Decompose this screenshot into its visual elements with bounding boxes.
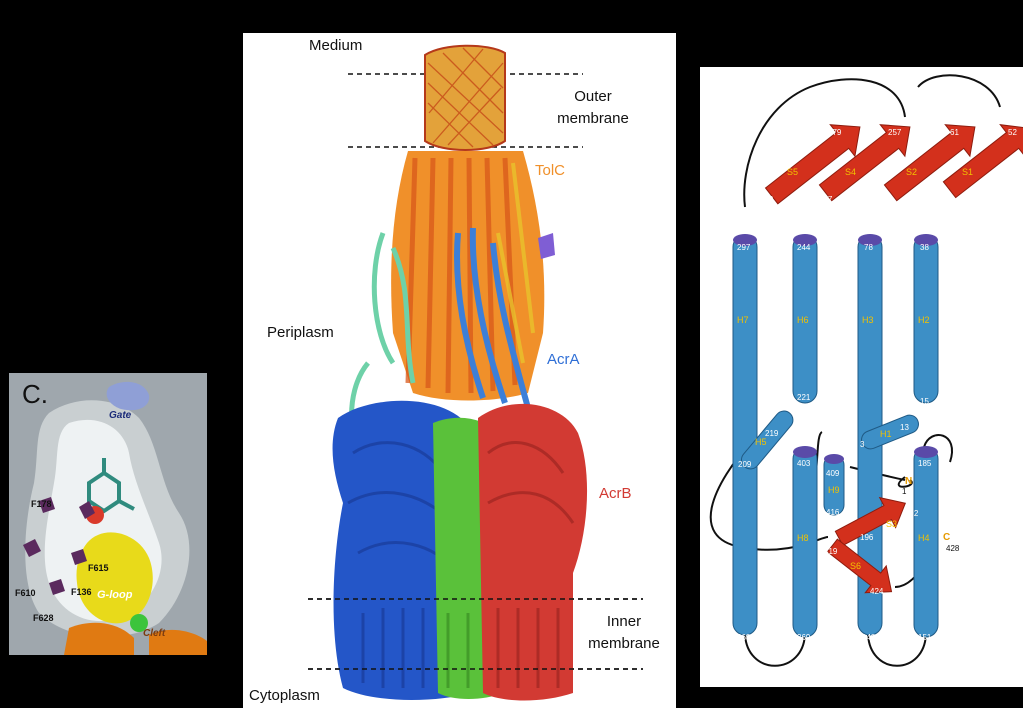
strand-label-s3: S3 bbox=[886, 519, 898, 529]
res-244: 244 bbox=[797, 243, 811, 252]
res-192: 192 bbox=[905, 509, 919, 518]
gate-label: Gate bbox=[109, 410, 132, 421]
res-289: 289 bbox=[760, 195, 774, 204]
res-13: 13 bbox=[900, 423, 909, 432]
strand-label-s2: S2 bbox=[906, 167, 918, 177]
res-416: 416 bbox=[826, 508, 840, 517]
res-196: 196 bbox=[860, 533, 874, 542]
res-15: 15 bbox=[920, 397, 929, 406]
res-38: 38 bbox=[920, 243, 929, 252]
res-279: 279 bbox=[828, 128, 842, 137]
residue-f610: F610 bbox=[15, 588, 36, 598]
res-143: 143 bbox=[862, 633, 876, 642]
pump-structure-illustration bbox=[243, 33, 676, 708]
res-428: 428 bbox=[946, 544, 960, 553]
res-403: 403 bbox=[797, 459, 811, 468]
cleft-label: Cleft bbox=[143, 628, 166, 639]
helix-label-h6: H6 bbox=[797, 315, 809, 325]
res-209: 209 bbox=[738, 460, 752, 469]
strand-label-s4: S4 bbox=[845, 167, 857, 177]
acrb-red bbox=[478, 404, 587, 701]
res-419: 419 bbox=[824, 547, 838, 556]
helix-label-h3: H3 bbox=[862, 315, 874, 325]
inner-membrane-label: Inner membrane bbox=[588, 613, 660, 652]
res-52: 52 bbox=[1008, 128, 1017, 137]
periplasm-label: Periplasm bbox=[267, 324, 334, 341]
tolc-barrel bbox=[425, 46, 505, 150]
c-terminus-label: C bbox=[943, 532, 951, 543]
res-409: 409 bbox=[826, 469, 840, 478]
acrb-label: AcrB bbox=[599, 485, 632, 502]
res-3: 3 bbox=[860, 440, 865, 449]
residue-f628: F628 bbox=[33, 613, 54, 623]
tolc-label: TolC bbox=[535, 162, 566, 179]
helix-label-h9: H9 bbox=[828, 485, 840, 495]
res-61: 61 bbox=[950, 128, 959, 137]
panel-topology-diagram bbox=[700, 67, 1023, 687]
medium-label: Medium bbox=[309, 37, 363, 54]
tolc-helices bbox=[391, 151, 544, 401]
res-1: 1 bbox=[902, 487, 907, 496]
res-219: 219 bbox=[765, 429, 779, 438]
panel-tripartite-pump bbox=[243, 33, 676, 708]
res-257: 257 bbox=[888, 128, 902, 137]
res-297: 297 bbox=[737, 243, 751, 252]
strand-label-s1: S1 bbox=[962, 167, 974, 177]
g-loop-label: G-loop bbox=[97, 589, 133, 601]
res-78: 78 bbox=[864, 243, 873, 252]
topology-diagram bbox=[700, 67, 1023, 687]
res-74: 74 bbox=[882, 195, 891, 204]
n-terminus-label: N bbox=[905, 476, 913, 487]
res-247: 247 bbox=[819, 195, 833, 204]
acra-label: AcrA bbox=[547, 351, 580, 368]
res-424: 424 bbox=[870, 587, 884, 596]
outer-membrane-label: Outer membrane bbox=[557, 88, 629, 127]
helix-label-h1: H1 bbox=[880, 429, 892, 439]
strand-label-s6: S6 bbox=[850, 561, 862, 571]
res-363: 363 bbox=[737, 633, 751, 642]
res-185: 185 bbox=[918, 459, 932, 468]
residue-f615: F615 bbox=[88, 563, 109, 573]
strand-label-s5: S5 bbox=[787, 167, 799, 177]
residue-f136: F136 bbox=[71, 587, 92, 597]
res-151: 151 bbox=[918, 633, 932, 642]
res-41: 41 bbox=[938, 195, 947, 204]
helix-label-h2: H2 bbox=[918, 315, 930, 325]
res-369: 369 bbox=[797, 633, 811, 642]
helix-label-h8: H8 bbox=[797, 533, 809, 543]
residue-f178: F178 bbox=[31, 499, 52, 509]
helix-label-h7: H7 bbox=[737, 315, 749, 325]
helix-h7 bbox=[733, 234, 757, 635]
helix-label-h4: H4 bbox=[918, 533, 930, 543]
helix-label-h5: H5 bbox=[755, 437, 767, 447]
panel-c-label: C. bbox=[22, 379, 48, 409]
cytoplasm-label: Cytoplasm bbox=[249, 687, 320, 704]
res-221: 221 bbox=[797, 393, 811, 402]
